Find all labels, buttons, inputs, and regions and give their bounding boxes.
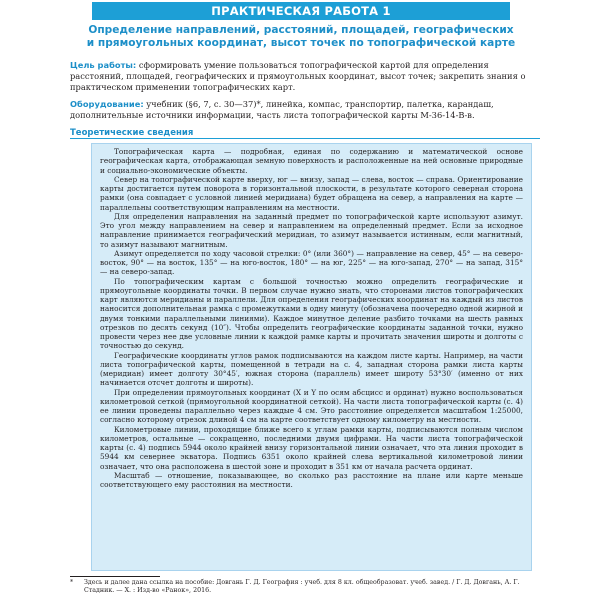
title-line: Определение направлений, расстояний, площадей, географических <box>88 24 514 36</box>
theory-paragraph: Географические координаты углов рамок подписываются на каждом листе карты. Например, на части листа топографической карты, помещенной в тетради на с. 4, западная сторона рамки листа карты (меридиан) имеет долготу 30°45′, южная сторона (параллель) имеет широту 53°30′ (именно от них начинается отсчет долготы и широты). <box>100 350 523 388</box>
practical-work-banner: ПРАКТИЧЕСКАЯ РАБОТА 1 <box>92 2 510 20</box>
theory-paragraph: Азимут определяется по ходу часовой стрелки: 0° (или 360°) — направление на север, 45° — на северо-восток, 90° — на восток, 135° — на юго-восток, 180° — на юг, 225° — на юго-запад, 270° — на запад, 315° — на северо-запад. <box>100 248 523 277</box>
theory-paragraph: По топографическим картам с большой точностью можно определить географические и прямоугольные координаты точки. В первом случае нужно знать, что сторонами листов топографических карт являются меридианы и параллели. Для определения географических координат на каждый из листов наносится дополнительная рамка с промежутками в одну минуту (обозначена поочередно одной жирной и двумя тонкими параллельными линиями). Каждое минутное деление разбито точками на шесть равных отрезков по десять секунд (10″). Чтобы определить географические координаты заданной точки, нужно провести через нее две условные линии к каждой рамке карты и прочитать значения широты и долготы с точностью до секунд. <box>100 276 523 351</box>
goal-label: Цель работы: <box>70 60 137 70</box>
theory-heading: Теоретические сведения <box>70 128 194 138</box>
equipment-label: Оборудование: <box>70 99 144 109</box>
footnote <box>70 579 536 595</box>
theory-paragraph: Для определения направления на заданный предмет по топографической карте используют азимут. Это угол между направлением на север и направлением на определенный предмет. Если за исходное направление принимается географический меридиан, то азимут называется истинным, если магнитный, то азимут называют магнитным. <box>100 211 523 249</box>
theory-paragraph: Север на топографической карте вверху, юг — внизу, запад — слева, восток — справа. Ориентирование карты достигается путем поворота в горизонтальной плоскости, в результате которого северная сторона рамки (она совпадает с условной линией меридиана) будет обращена на север, а направления на карте — параллельны соответствующим направлениям на местности. <box>100 174 523 212</box>
footnote-mark: * <box>70 579 74 586</box>
theory-paragraph: Масштаб — отношение, показывающее, во сколько раз расстояние на плане или карте меньше соответствующего ему расстояния на местности. <box>100 470 523 489</box>
theory-box <box>91 143 532 571</box>
theory-divider <box>70 138 540 139</box>
goal-text: сформировать умение пользоваться топографической картой для определения расстояний, площадей, географических и прямоугольных координат, высот точек; закрепить знания о практическом применении топографических карт. <box>70 60 526 92</box>
footnote-text: Здесь и далее дана ссылка на пособие: Довгань Г. Д. География : учеб. для 8 кл. общеобразоват. учеб. завед. / Г. Д. Довгань, А. Г. Стадник. — Х. : Изд-во «Ранок», 2016. <box>84 579 520 594</box>
equipment-section <box>70 99 540 121</box>
equipment-text: учебник (§6, 7, с. 30—37)*, линейка, компас, транспортир, палетка, карандаш, дополнительные источники информации, часть листа топографической карты М-36-14-В-в. <box>70 99 494 120</box>
title-line: и прямоугольных координат, высот точек по топографической карте <box>86 37 516 49</box>
theory-paragraph: При определении прямоугольных координат (X и Y по осям абсцисс и ординат) нужно воспользоваться километровой сеткой (прямоугольной координатной сеткой). На части листа топографической карты (с. 4) ее линии проведены параллельно через каждые 4 см. Это расстояние определяется масштабом 1:25000, согласно которому отрезок длиной 4 см на карте соответствует одному километру на местности. <box>100 387 523 425</box>
theory-paragraph: Километровые линии, проходящие ближе всего к углам рамки карты, подписываются полным числом километров, остальные — сокращенно, последними двумя цифрами. На части листа топографической карты (с. 4) подпись 5944 около крайней внизу горизонтальной линии означает, что эта линия проходит в 5944 км севернее экватора. Подпись 6351 около крайней слева вертикальной километровой линии означает, что она расположена в шестой зоне и проходит в 351 км от начала расчета ординат. <box>100 424 523 471</box>
footnote-divider <box>70 576 160 577</box>
goal-section <box>70 60 540 93</box>
page-title <box>70 24 532 50</box>
theory-paragraph: Топографическая карта — подробная, единая по содержанию и математической основе географическая карта, отображающая земную поверхность и расположенные на ней основные природные и социально-экономические объекты. <box>100 147 523 175</box>
